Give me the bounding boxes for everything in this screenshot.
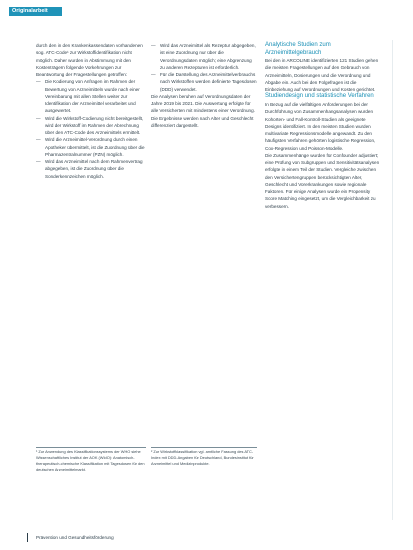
footnote: ¹ Zur Anwendung des Klassifikationssystems der WHO siehe Wissenschaftliches Institut der AOK (WIdO): Anatomisch-therapeutisch-chemische Klassifikation mit Tagesdosen für den deutschen Arzneimittelmarkt. (36, 449, 145, 472)
col3-paragraph: Die Zusammenhänge wurden für Confounder adjustiert; eine Prüfung von Subgruppen und Sensitivitätsanalysen erfolgte in einem Teil der Studien. Vergleiche zwischen den Versichertengruppen berücksichtigten Alter, Geschlecht und Vorerkrankungen sowie regionale Faktoren. Für einige Analysen wurde ein Propensity Score Matching eingesetzt, um die Vergleichbarkeit zu verbessern. (265, 152, 380, 209)
section-heading: Analytische Studien zum Arzneimittelgebrauch (265, 42, 331, 56)
column-3 (265, 42, 383, 210)
column-1 (36, 42, 145, 180)
footnote-rule (36, 447, 146, 448)
journal-name: Prävention und Gesundheitsförderung (36, 535, 114, 540)
col1-item: — Wird das Arzneimittel nach dem Rahmenvertrag abgegeben, ist die Zuordnung über die Sonderkennzeichen möglich. (36, 158, 145, 180)
col1-item: — Die Kodierung von Anfragen im Rahmen der Bewertung von Arzneimitteln wurde nach einer Vereinbarung mit allen Stellen weiter zur Identifikation der Arzneimittel verarbeitet und ausgewertet. (36, 78, 145, 114)
column-2 (151, 42, 257, 129)
col1-item: — Wird die Wirkstoff-Codierung nicht bereitgestellt, wird der Wirkstoff im Rahmen der Abrechnung über den ATC-Code des Arzneimittels ermittelt. (36, 115, 145, 137)
column-rule (392, 40, 393, 520)
col2-item: — Wird das Arzneimittel als Rezeptur abgegeben, ist eine Zuordnung nur über die Verordnungsdaten möglich; eine Abgrenzung zu anderen Rezepturen ist erforderlich. (151, 42, 257, 71)
col3-paragraph: Bei den in ARCOLINE identifizierten 121 Studien gehen die meisten Fragestellungen auf den Gebrauch von Arzneimitteln, Dosierungen und die Verordnung und Abgabe ein. Auch bei den Folgefragen ist die Einbeziehung auf Verordnungen und Kosten gerichtet. (265, 58, 379, 93)
footer-bar (27, 533, 28, 542)
section-heading: Studiendesign und statistische Verfahren (265, 93, 374, 100)
col1-item: — Wird die Arzneimittel-Verordnung durch einen Apotheker übermittelt, ist die Zuordnung über die Pharmazentralnummer (PZN) möglich. (36, 136, 145, 158)
footnote: ² Zur Wirkstoffklassifikation vgl. amtliche Fassung des ATC-Index mit DDD-Angaben für Deutschland, Bundesinstitut für Arzneimittel und Medizinprodukte. (151, 449, 254, 466)
col2-item: — Für die Darstellung des Arzneimittelverbrauchs nach Wirkstoffen werden definierte Tagesdosen (DDD) verwendet. (151, 71, 257, 93)
col2-body: Die Analysen beruhen auf Verordnungsdaten der Jahre 2019 bis 2021. Die Auswertung erfolgte für alle Versicherten mit mindestens einer Verordnung. (151, 93, 255, 114)
col2-body: Die Ergebnisse werden nach Alter und Geschlecht differenziert dargestellt. (151, 115, 254, 128)
col3-paragraph: In Bezug auf die vielfältigen Anforderungen bei der Durchführung von Zusammenhangsanalysen wurden Kohorten- und Fall-Kontroll-Studien als geeignete Designs identifiziert. In den meisten Studien wurden multivariate Regressionsmodelle angewandt. Zu den häufigsten Verfahren gehörten logistische Regression, Cox-Regression und Poisson-Modelle. (265, 102, 376, 151)
article-type-tag: Originalarbeit (9, 7, 62, 16)
footnote-rule (151, 447, 257, 448)
col1-lead: durch den in den Krankenkassendaten vorhandenen sog. ATC-Code¹ zur Wirkstoffidentifikation nicht möglich. Daher wurden in Abstimmung mit den Kostenträgern folgende Vorkehrungen zur Beantwortung der Fragestellungen getroffen: (36, 43, 143, 77)
